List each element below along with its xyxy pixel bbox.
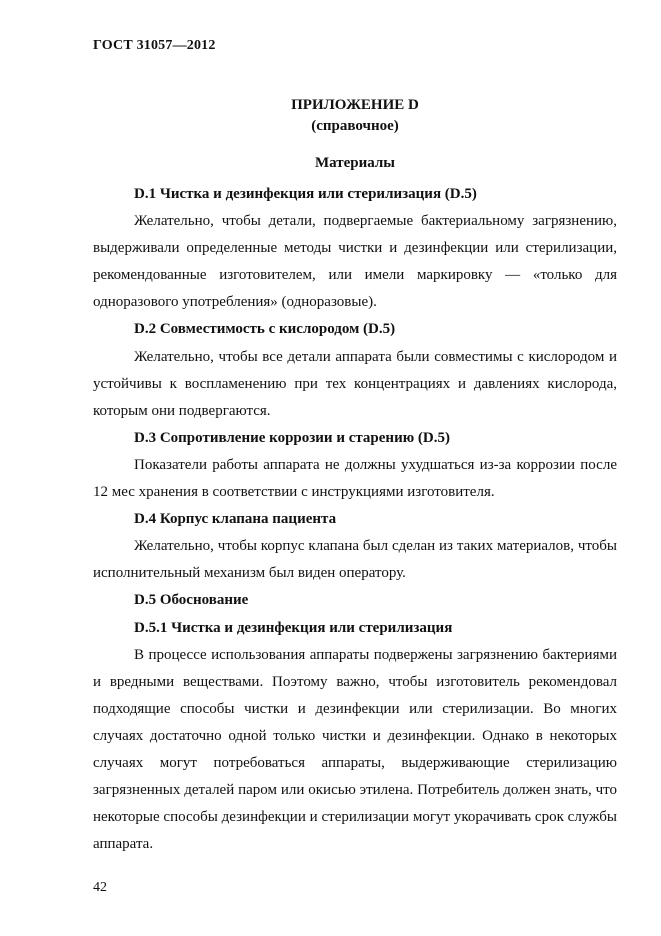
document-body (93, 181, 617, 858)
heading-d2: D.2 Совместимость с кислородом (D.5) (134, 321, 396, 338)
appendix-subtitle: (справочное) (311, 118, 399, 134)
standard-header: ГОСТ 31057—2012 (93, 38, 216, 53)
paragraph-d4: Желательно, чтобы корпус клапана был сделан из таких материалов, чтобы исполнительный механизм был виден оператору. (93, 538, 617, 582)
appendix-title: ПРИЛОЖЕНИЕ D (291, 97, 419, 113)
section-title: Материалы (314, 155, 396, 171)
heading-d5: D.5 Обоснование (134, 592, 249, 609)
heading-d4: D.4 Корпус клапана пациента (134, 511, 337, 528)
heading-d1: D.1 Чистка и дезинфекция или стерилизация (D.5) (134, 186, 477, 202)
heading-d3: D.3 Сопротивление коррозии и старению (D.5) (134, 429, 450, 446)
heading-d5-1: D.5.1 Чистка и дезинфекция или стерилизация (134, 619, 453, 636)
page-number: 42 (93, 880, 107, 895)
paragraph-d1: Желательно, чтобы детали, подвергаемые бактериальному загрязнению, выдерживали определенные методы чистки и дезинфекции или стерилизации, рекомендованные изготовителем, или имели маркировку — «только для одноразового употребления» (одноразовые). (93, 213, 617, 311)
paragraph-d2: Желательно, чтобы все детали аппарата были совместимы с кислородом и устойчивы к воспламенению при тех концентрациях и давлениях кислорода, которым они подвергаются. (93, 348, 617, 419)
paragraph-d3: Показатели работы аппарата не должны ухудшаться из-за коррозии после 12 мес хранения в соответствии с инструкциями изготовителя. (93, 456, 617, 501)
paragraph-d5-1: В процессе использования аппараты подвержены загрязнению бактериями и вредными веществами. Поэтому важно, чтобы изготовитель рекомендовал подходящие способы чистки и дезинфекции или стерилизации. Во многих случаях достаточно одной только чистки и дезинфекции. Однако в некоторых случаях могут потребоваться аппараты, выдерживающие стерилизацию загрязненных деталей паром или окисью этилена. Потребитель должен знать, что некоторые способы дезинфекции и стерилизации могут укорачивать срок службы аппарата. (93, 646, 617, 853)
